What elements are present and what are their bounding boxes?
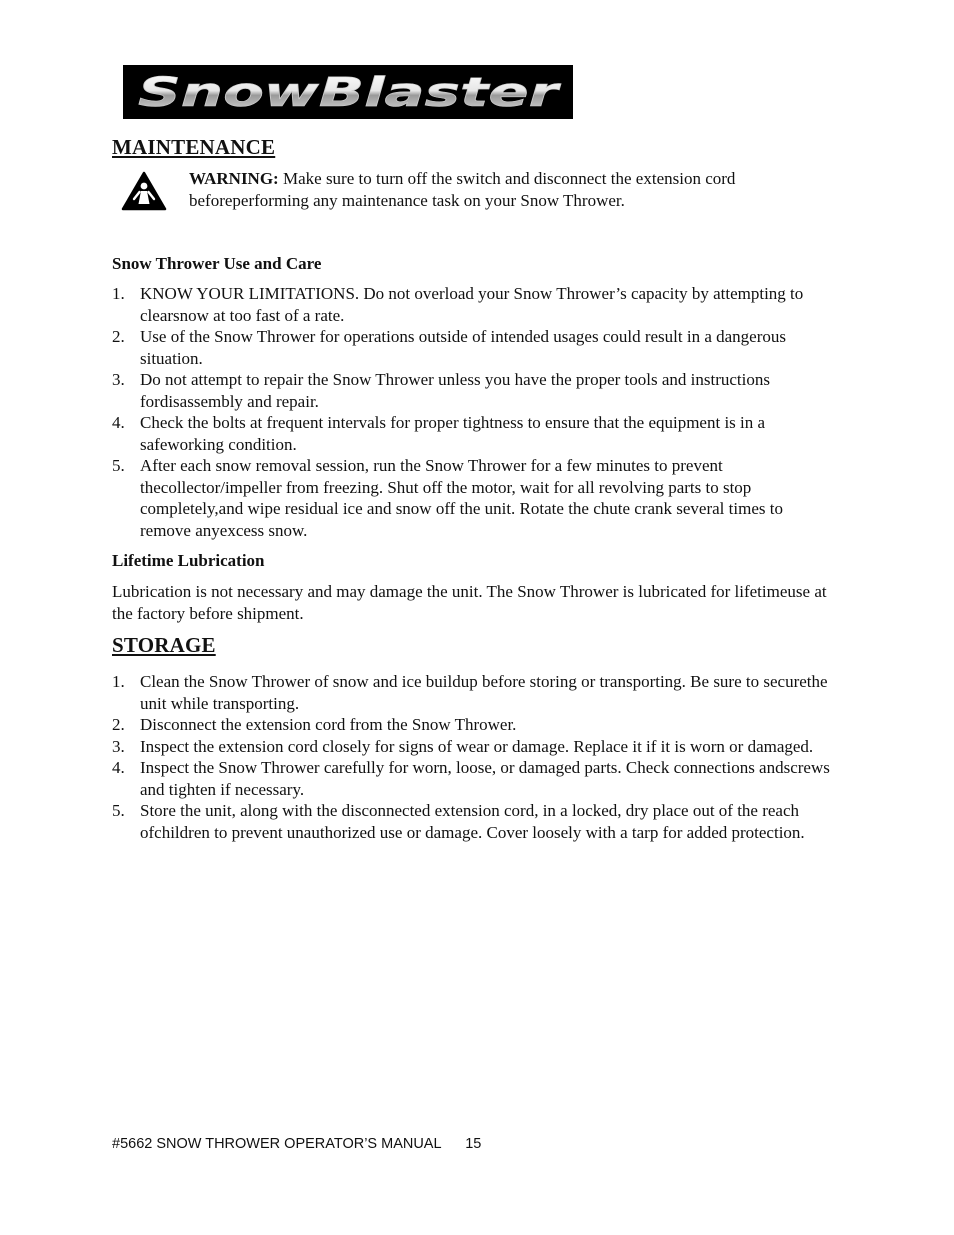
list-item-text: Store the unit, along with the disconnected extension cord, in a locked, dry place out of the reach ofchildren to prevent unauthorized use or damage. Cover loosely with a tarp for added protection. — [140, 801, 805, 842]
page-footer — [112, 1136, 481, 1152]
list-item — [112, 671, 838, 714]
list-item-text: Inspect the Snow Thrower carefully for worn, loose, or damaged parts. Check connections andscrews and tighten if necessary. — [140, 758, 830, 799]
use-care-heading: Snow Thrower Use and Care — [112, 254, 322, 273]
use-care-list — [112, 283, 838, 541]
list-item — [112, 757, 838, 800]
list-item-number: 1. — [112, 284, 125, 303]
list-item-number: 2. — [112, 715, 125, 734]
lubrication-heading: Lifetime Lubrication — [112, 551, 265, 570]
list-item-number: 1. — [112, 672, 125, 691]
list-item-number: 4. — [112, 758, 125, 777]
list-item-number: 3. — [112, 736, 125, 756]
list-item — [112, 800, 838, 843]
warning-triangle-icon — [121, 171, 167, 211]
lubrication-paragraph: Lubrication is not necessary and may damage the unit. The Snow Thrower is lubricated for lifetimeuse at the factory before shipment. — [112, 582, 827, 623]
list-item-text: Check the bolts at frequent intervals for proper tightness to ensure that the equipment is in a safeworking condition. — [140, 413, 766, 454]
list-item — [112, 455, 838, 541]
warning-label: WARNING: — [189, 169, 279, 188]
list-item — [112, 412, 838, 455]
list-item-text: Do not attempt to repair the Snow Thrower unless you have the proper tools and instructions fordisassembly and repair. — [140, 370, 770, 411]
list-item-text: After each snow removal session, run the Snow Thrower for a few minutes to prevent thecollector/impeller from freezing. Shut off the motor, wait for all revolving parts to stop completely,and wipe residual ice and snow off the unit. Rotate the chute crank several times to remove anyexcess snow. — [140, 456, 783, 540]
footer-page-number: 15 — [465, 1136, 482, 1152]
footer-manual-title: #5662 SNOW THROWER OPERATOR’S MANUAL — [112, 1136, 442, 1152]
list-item-number: 4. — [112, 413, 125, 432]
maintenance-heading: MAINTENANCE — [112, 135, 276, 159]
list-item-number: 5. — [112, 801, 125, 820]
warning-message — [189, 168, 839, 212]
logo-wordmark: SnowBlaster — [138, 70, 562, 116]
list-item-number: 3. — [112, 370, 125, 389]
list-item-number: 2. — [112, 327, 125, 346]
list-item — [112, 369, 838, 412]
list-item — [112, 714, 838, 736]
storage-heading: STORAGE — [112, 633, 216, 657]
list-item — [112, 326, 838, 369]
list-item-text: Clean the Snow Thrower of snow and ice buildup before storing or transporting. Be sure to securethe unit while transporting. — [140, 672, 828, 713]
list-item-text: Use of the Snow Thrower for operations outside of intended usages could result in a dangerous situation. — [140, 327, 787, 368]
brand-logo — [123, 65, 573, 119]
list-item — [112, 283, 838, 326]
list-item — [112, 736, 838, 758]
warning-text: Make sure to turn off the switch and disconnect the extension cord beforeperforming any maintenance task on your Snow Thrower. — [189, 169, 736, 210]
storage-list — [112, 671, 838, 843]
list-item-number: 5. — [112, 456, 125, 475]
list-item-text: KNOW YOUR LIMITATIONS. Do not overload your Snow Thrower’s capacity by attempting to clearsnow at too fast of a rate. — [140, 284, 804, 325]
list-item-text: Inspect the extension cord closely for signs of wear or damage. Replace it if it is worn or damaged. — [140, 736, 814, 756]
list-item-text: Disconnect the extension cord from the Snow Thrower. — [140, 715, 517, 734]
